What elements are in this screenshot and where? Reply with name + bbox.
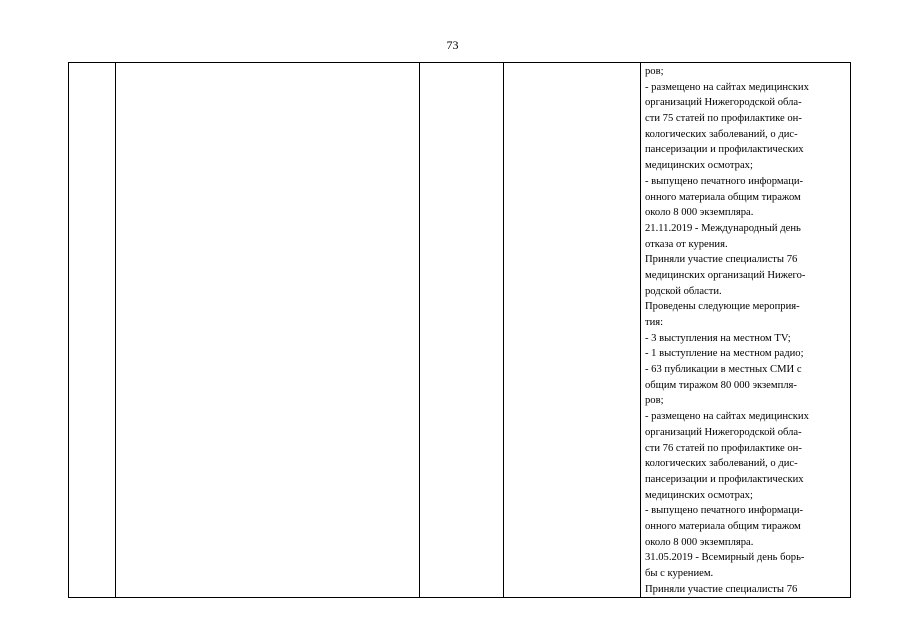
text-line: 21.11.2019 - Международный день	[645, 222, 801, 234]
result-text	[641, 63, 850, 597]
text-line: около 8 000 экземпляра.	[645, 536, 754, 548]
text-line: пансеризации и профилактических	[645, 473, 804, 485]
text-line: отказа от курения.	[645, 238, 728, 250]
text-line: - выпущено печатного информаци-	[645, 175, 804, 187]
text-line: медицинских осмотрах;	[645, 160, 753, 172]
text-line: Приняли участие специалисты 76	[645, 583, 798, 595]
text-line: медицинских организаций Нижего-	[645, 269, 806, 281]
page-number: 73	[446, 38, 459, 52]
text-line: сти 75 статей по профилактике он-	[645, 113, 802, 125]
text-line: кологических заболеваний, о дис-	[645, 458, 798, 470]
text-line: ров;	[645, 395, 664, 407]
text-line: медицинских осмотрах;	[645, 489, 753, 501]
text-line: Проведены следующие мероприя-	[645, 301, 800, 313]
text-line: - 3 выступления на местном TV;	[645, 332, 791, 344]
text-line: около 8 000 экземпляра.	[645, 207, 754, 219]
text-line: сти 76 статей по профилактике он-	[645, 442, 802, 454]
table-row	[69, 63, 851, 598]
text-line: тия:	[645, 317, 664, 328]
text-line: родской области.	[645, 285, 722, 297]
table-cell-responsible	[504, 63, 641, 598]
text-line: ров;	[645, 66, 664, 77]
text-line: - размещено на сайтах медицинских	[645, 411, 809, 423]
table-cell-number	[69, 63, 116, 598]
text-line: кологических заболеваний, о дис-	[645, 128, 798, 140]
report-table	[68, 62, 851, 598]
text-line: организаций Нижегородской обла-	[645, 426, 802, 438]
text-line: онного материала общим тиражом	[645, 520, 801, 532]
text-line: - 1 выступление на местном радио;	[645, 348, 804, 360]
text-line: - выпущено печатного информаци-	[645, 505, 804, 517]
table-cell-result	[641, 63, 851, 598]
text-line: пансеризации и профилактических	[645, 144, 804, 156]
text-line: - размещено на сайтах медицинских	[645, 81, 809, 93]
text-line: - 63 публикации в местных СМИ с	[645, 364, 802, 376]
table-cell-event	[116, 63, 420, 598]
text-line: онного материала общим тиражом	[645, 191, 801, 203]
text-line: организаций Нижегородской обла-	[645, 97, 802, 109]
text-line: общим тиражом 80 000 экземпля-	[645, 379, 797, 391]
text-line: 31.05.2019 - Всемирный день борь-	[645, 552, 805, 564]
text-line: бы с курением.	[645, 568, 714, 579]
text-line: Приняли участие специалисты 76	[645, 254, 798, 266]
table-cell-deadline	[420, 63, 504, 598]
